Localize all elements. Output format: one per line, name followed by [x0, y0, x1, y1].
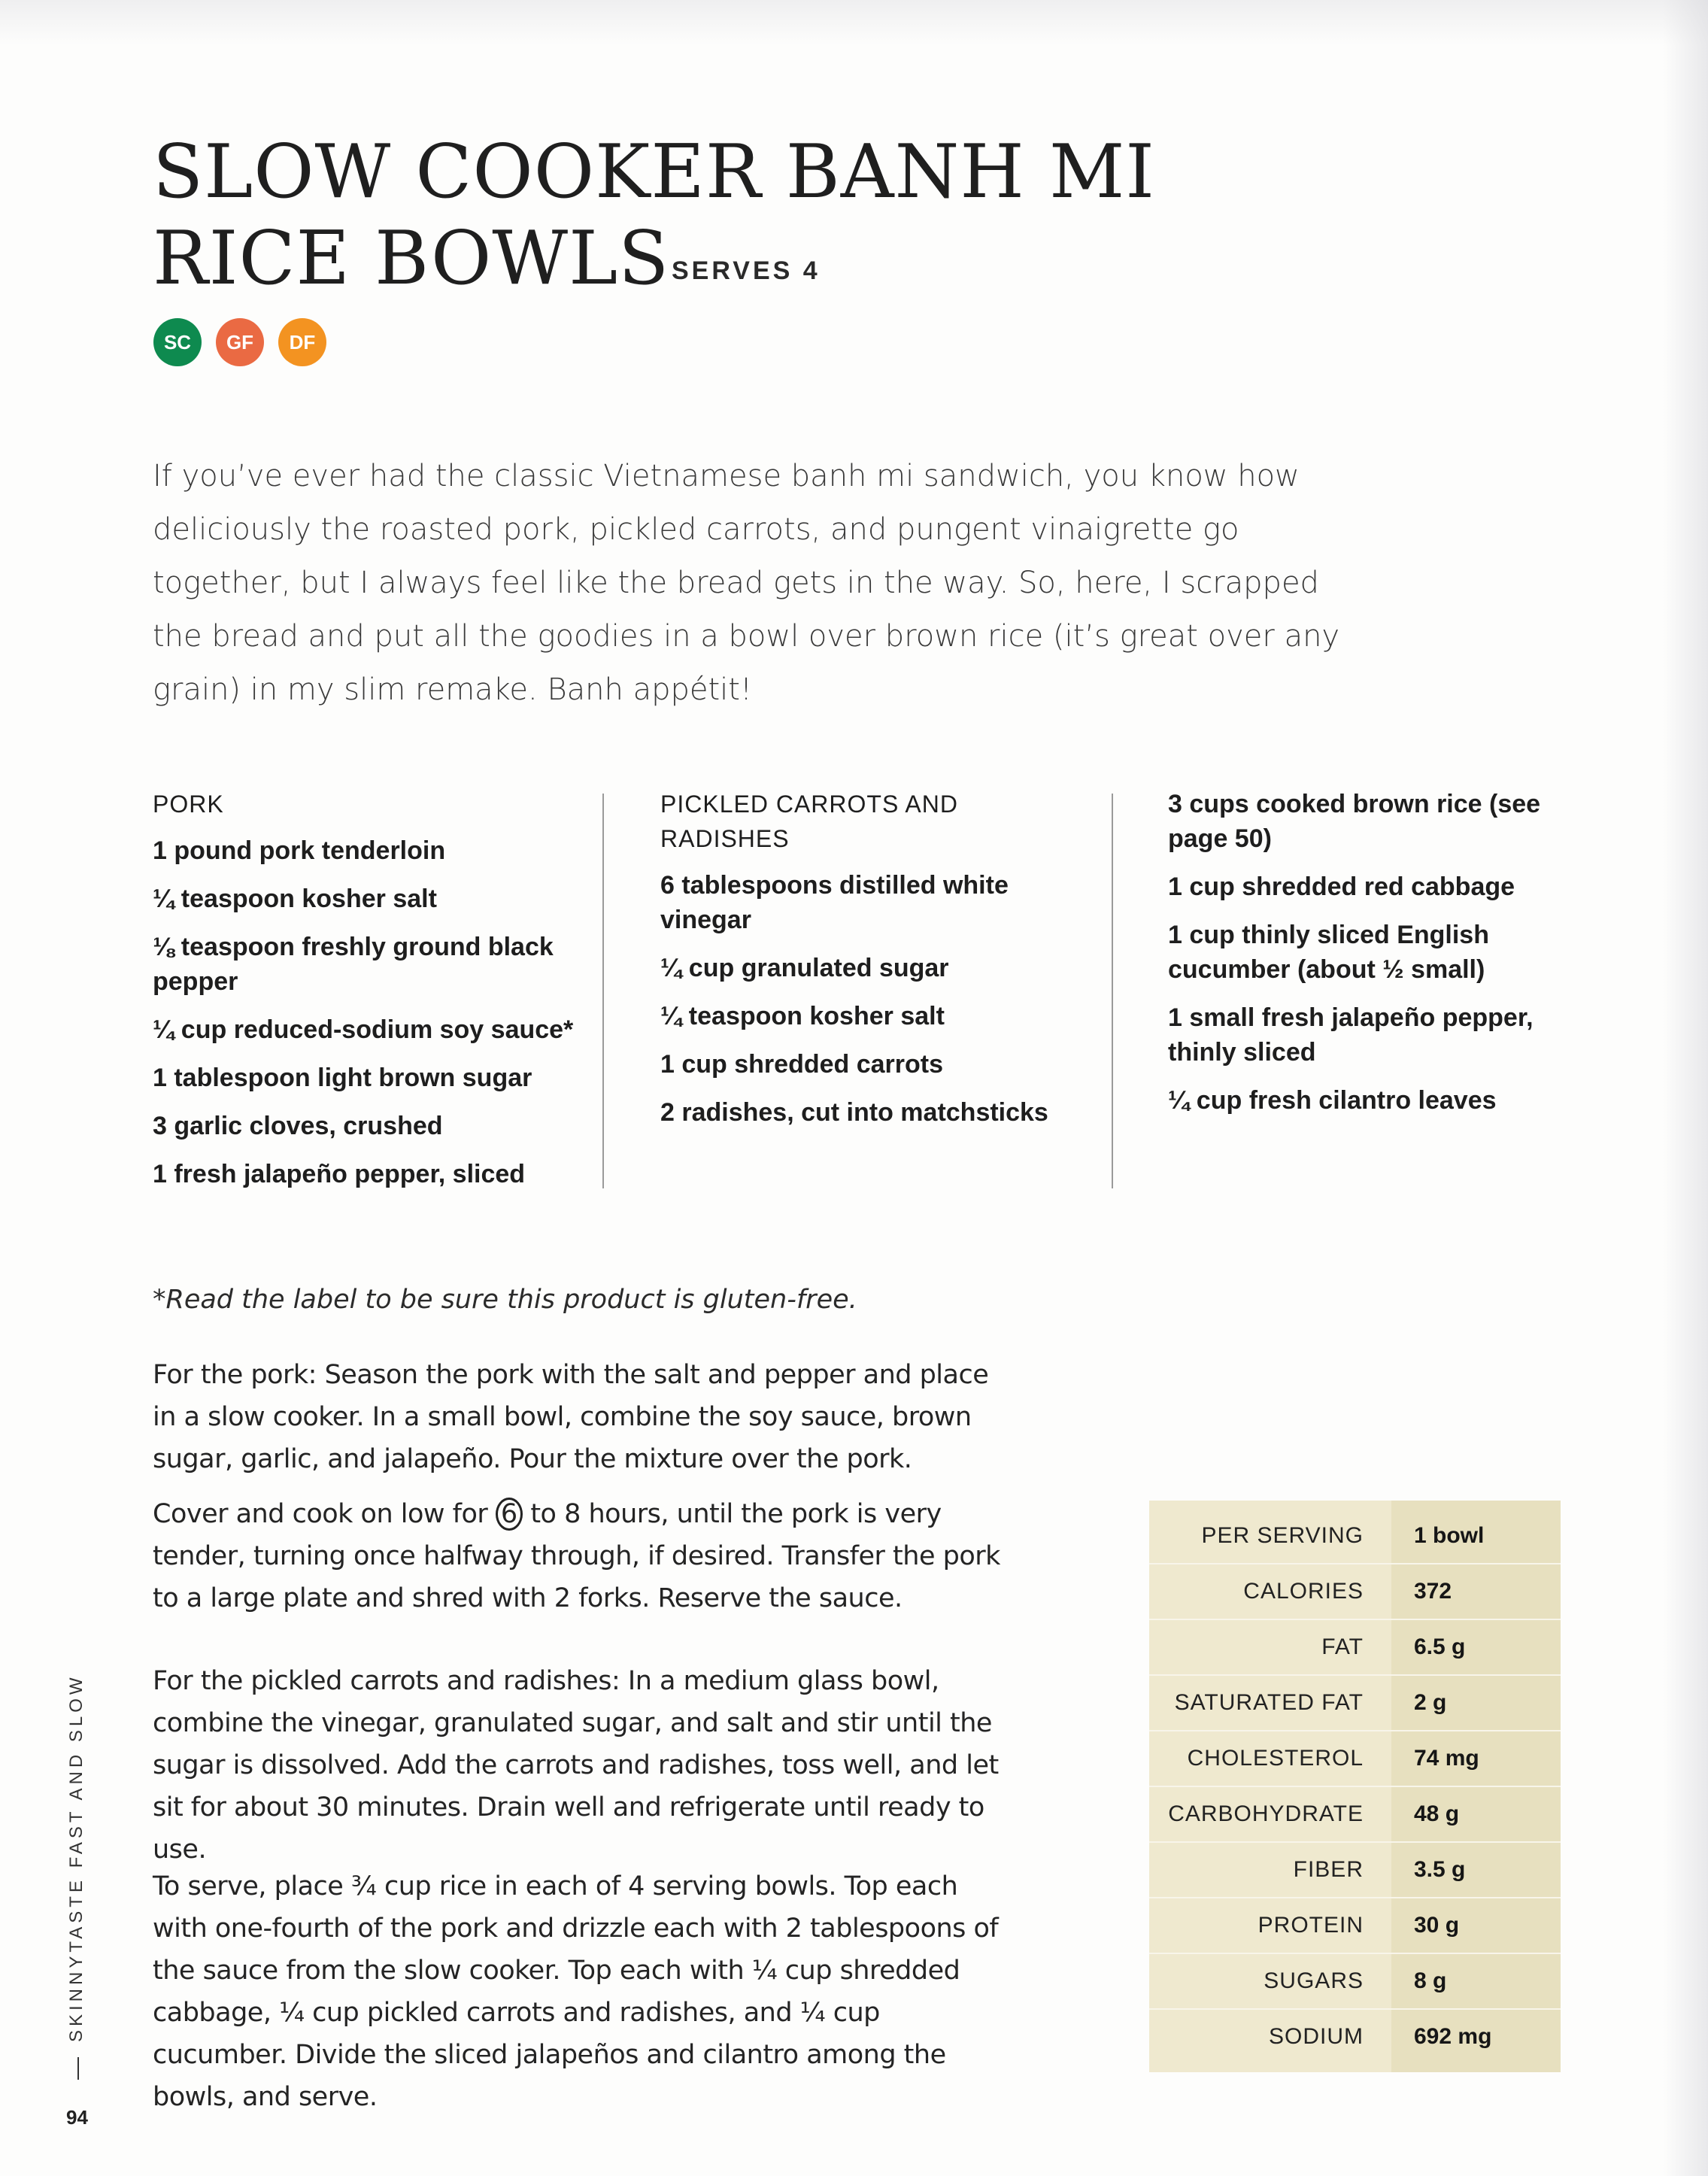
nutrition-row: [1149, 1508, 1561, 1564]
nutrition-row-separator: [1149, 1674, 1561, 1676]
ingredients-pickled: [660, 787, 1082, 1143]
nutrition-table: [1149, 1501, 1561, 2072]
nutrition-row: [1149, 1953, 1561, 2009]
ingredient-item: 3 cups cooked brown rice (see page 50): [1168, 790, 1541, 853]
ingredient-item: ⅛ teaspoon freshly ground black pepper: [153, 933, 554, 996]
ingredient-item: 1 cup shredded carrots: [660, 1050, 944, 1079]
nutrition-label: PER SERVING: [1201, 1523, 1364, 1548]
page-number: 94: [66, 2106, 88, 2129]
ingredient-item: ¼ cup fresh cilantro leaves: [1168, 1086, 1497, 1115]
nutrition-label: SODIUM: [1269, 2024, 1364, 2049]
nutrition-value: 74 mg: [1414, 1746, 1479, 1771]
scan-shadow-edge: [1663, 0, 1708, 2176]
column-divider: [1112, 794, 1113, 1188]
ingredient-item: 1 fresh jalapeño pepper, sliced: [153, 1160, 526, 1188]
badge-label: DF: [289, 330, 316, 354]
ingredient-item: 1 small fresh jalapeño pepper, thinly sliced: [1168, 1003, 1534, 1067]
step-cook: [153, 1493, 1010, 1619]
ingredient-item: 1 pound pork tenderloin: [153, 836, 446, 865]
scan-shadow-top: [0, 0, 1708, 45]
nutrition-row: [1149, 1786, 1561, 1842]
step-serve: To serve, place ¾ cup rice in each of 4 serving bowls. Top each with one-fourth of the pork and drizzle each with 2 tablespoons of the sauce from the slow cooker. Top each with ¼ cup shredded cabbage, ¼ cup pickled carrots and radishes, and ¼ cup cucumber. Divide the sliced jalapeños and cilantro among the bowls, and serve.: [153, 1871, 999, 2112]
ingredient-item: 2 radishes, cut into matchsticks: [660, 1098, 1048, 1127]
ingredients-header: PICKLED CARROTS AND RADISHES: [660, 791, 958, 852]
nutrition-value: 30 g: [1414, 1913, 1460, 1938]
handwritten-circle-mark: 6: [496, 1498, 523, 1531]
nutrition-label: SATURATED FAT: [1174, 1690, 1364, 1715]
ingredient-item: ¼ cup granulated sugar: [660, 954, 949, 982]
nutrition-label: CALORIES: [1243, 1579, 1364, 1604]
badge-label: GF: [226, 330, 254, 354]
nutrition-row: [1149, 1564, 1561, 1619]
ingredient-item: 3 garlic cloves, crushed: [153, 1112, 443, 1140]
recipe-title: [153, 129, 1155, 302]
nutrition-row-separator: [1149, 1619, 1561, 1620]
ingredient-item: ¼ teaspoon kosher salt: [153, 885, 437, 913]
step-cook-text-start: Cover and cook on low for: [153, 1499, 496, 1529]
nutrition-row: [1149, 1731, 1561, 1786]
nutrition-row: [1149, 1675, 1561, 1731]
nutrition-value: 692 mg: [1414, 2024, 1492, 2049]
nutrition-row-separator: [1149, 2008, 1561, 2010]
column-divider: [602, 794, 604, 1188]
nutrition-row-separator: [1149, 1841, 1561, 1843]
ingredients-header: PORK: [153, 791, 224, 818]
step-pickle: For the pickled carrots and radishes: In a medium glass bowl, combine the vinegar, granulated sugar, and salt and stir until the sugar is dissolved. Add the carrots and radishes, toss well, and let sit for about 30 minutes. Drain well and refrigerate until ready to use.: [153, 1666, 999, 1865]
nutrition-value: 6.5 g: [1414, 1634, 1466, 1659]
step-pork: For the pork: Season the pork with the salt and pepper and place in a slow cooker. In a small bowl, combine the soy sauce, brown sugar, garlic, and jalapeño. Pour the mixture over the pork.: [153, 1360, 989, 1474]
nutrition-label: CHOLESTEROL: [1187, 1746, 1364, 1771]
ingredient-item: 1 tablespoon light brown sugar: [153, 1064, 532, 1092]
ingredient-item: 1 cup thinly sliced English cucumber (about ½ small): [1168, 921, 1489, 984]
servings-label: SERVES 4: [672, 256, 821, 285]
badge-dairy-free: [278, 318, 326, 366]
nutrition-row: [1149, 2009, 1561, 2065]
gluten-footnote: *Read the label to be sure this product is gluten-free.: [153, 1285, 857, 1315]
nutrition-row: [1149, 1842, 1561, 1898]
ingredients-serving: [1168, 787, 1559, 1131]
badge-gluten-free: [216, 318, 264, 366]
ingredient-item: ¼ teaspoon kosher salt: [660, 1002, 945, 1030]
running-title-bar: [77, 2057, 79, 2080]
running-title: SKINNYTASTE FAST AND SLOW: [66, 1674, 86, 2042]
ingredient-item: 1 cup shredded red cabbage: [1168, 873, 1515, 901]
nutrition-row-separator: [1149, 1730, 1561, 1731]
ingredient-item: ¼ cup reduced-sodium soy sauce*: [153, 1015, 574, 1044]
badge-slow-cooker: [153, 318, 202, 366]
nutrition-value: 1 bowl: [1414, 1523, 1485, 1548]
ingredient-item: 6 tablespoons distilled white vinegar: [660, 871, 1009, 934]
step-cook-text-end: to 8 hours, until the pork is very tender, turning once halfway through, if desired. Transfer the pork to a large plate and shred with 2 forks. Reserve the sauce.: [153, 1499, 1000, 1613]
nutrition-row-separator: [1149, 1786, 1561, 1787]
nutrition-value: 372: [1414, 1579, 1452, 1604]
nutrition-label: SUGARS: [1264, 1968, 1364, 1993]
nutrition-row: [1149, 1898, 1561, 1953]
nutrition-value: 2 g: [1414, 1690, 1447, 1715]
nutrition-value: 48 g: [1414, 1801, 1460, 1826]
badge-label: SC: [163, 330, 192, 354]
intro-paragraph: If you’ve ever had the classic Vietnamese banh mi sandwich, you know how deliciously the roasted pork, pickled carrots, and pungent vinaigrette go together, but I always feel like the bread gets in the way. So, here, I scrapped the bread and put all the goodies in a bowl over brown rice (it’s great over any grain) in my slim remake. Banh appétit!: [153, 459, 1340, 707]
recipe-title-line-1: SLOW COOKER BANH MI: [153, 129, 1156, 215]
nutrition-label: FIBER: [1293, 1857, 1364, 1882]
recipe-title-line-2: RICE BOWLS: [153, 216, 670, 302]
ingredients-pork: [153, 787, 574, 1205]
nutrition-value: 8 g: [1414, 1968, 1447, 1993]
nutrition-row-separator: [1149, 1897, 1561, 1898]
nutrition-label: PROTEIN: [1257, 1913, 1364, 1938]
nutrition-row-separator: [1149, 1953, 1561, 1954]
nutrition-label: CARBOHYDRATE: [1168, 1801, 1364, 1826]
diet-badges: [153, 318, 326, 366]
nutrition-row-separator: [1149, 1563, 1561, 1564]
nutrition-row: [1149, 1619, 1561, 1675]
nutrition-label: FAT: [1321, 1634, 1364, 1659]
nutrition-value: 3.5 g: [1414, 1857, 1466, 1882]
